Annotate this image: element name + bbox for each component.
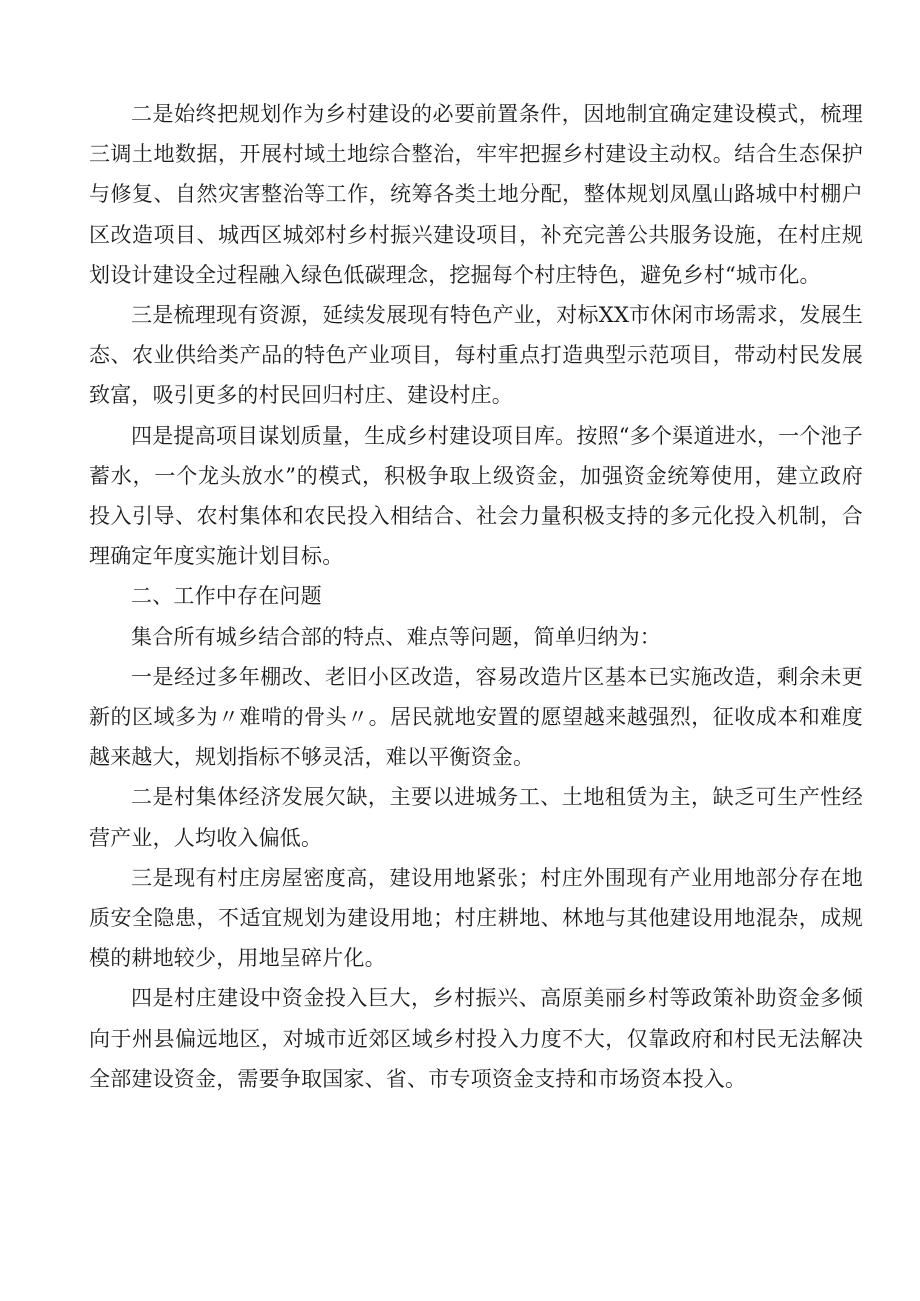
document-body — [89, 94, 863, 1099]
paragraph-summary-intro: 集合所有城乡结合部的特点、难点等问题，简单归纳为： — [131, 624, 661, 649]
paragraph-problem-two: 二是村集体经济发展欠缺，主要以进城务工、土地租赁为主，缺乏可生产性经营产业，人均收入偏低。 — [89, 785, 863, 850]
paragraph-problem-three: 三是现有村庄房屋密度高，建设用地紧张；村庄外围现有产业用地部分存在地质安全隐患，不适宜规划为建设用地；村庄耕地、林地与其他建设用地混杂，成规模的耕地较少，用地呈碎片化。 — [89, 865, 863, 971]
section-heading-problems: 二、工作中存在问题 — [131, 584, 322, 609]
paragraph-problem-four: 四是村庄建设中资金投入巨大，乡村振兴、高原美丽乡村等政策补助资金多倾向于州县偏远地区，对城市近郊区域乡村投入力度不大，仅靠政府和村民无法解决全部建设资金，需要争取国家、省、市专项资金支持和市场资本投入。 — [89, 986, 863, 1091]
paragraph-problem-one: 一是经过多年棚改、老旧小区改造，容易改造片区基本已实施改造，剩余未更新的区域多为〃难啃的骨头〃。居民就地安置的愿望越来越强烈，征收成本和难度越来越大，规划指标不够灵活，难以平衡资金。 — [89, 664, 863, 770]
paragraph-plan-prerequisite: 二是始终把规划作为乡村建设的必要前置条件，因地制宜确定建设模式，梳理三调土地数据，开展村域土地综合整治，牢牢把握乡村建设主动权。结合生态保护与修复、自然灾害整治等工作，统筹各类土地分配，整体规划凤凰山路城中村棚户区改造项目、城西区城郊村乡村振兴建设项目，补充完善公共服务设施，在村庄规划设计建设全过程融入绿色低碳理念，挖掘每个村庄特色，避免乡村“城市化。 — [89, 102, 863, 287]
paragraph-existing-resources: 三是梳理现有资源，延续发展现有特色产业，对标XX市休闲市场需求，发展生态、农业供给类产品的特色产业项目，每村重点打造典型示范项目，带动村民发展致富，吸引更多的村民回归村庄、建设村庄。 — [89, 303, 863, 408]
paragraph-project-quality: 四是提高项目谋划质量，生成乡村建设项目库。按照“多个渠道进水，一个池子蓄水，一个龙头放水”的模式，积极争取上级资金，加强资金统筹使用，建立政府投入引导、农村集体和农民投入相结合、社会力量积极支持的多元化投入机制，合理确定年度实施计划目标。 — [89, 423, 863, 569]
